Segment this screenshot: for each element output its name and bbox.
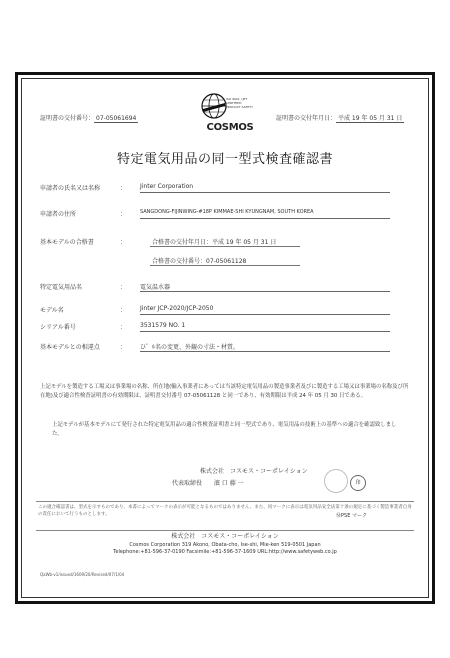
- field-underline: [140, 291, 390, 292]
- field-underline: [140, 314, 390, 315]
- footer-contact: Telephone:+81-596-37-0190 Facsimile:+81-596-37-1609 URL:http://www.safetyweb.co.jp: [113, 549, 337, 555]
- cosmos-logo: [200, 92, 260, 138]
- footer-company-name: 株式会社 コスモス・コーポレイション: [171, 533, 279, 540]
- colon: ：: [120, 307, 127, 314]
- colon: ：: [120, 284, 127, 291]
- footer-address: Cosmos Corporation 319 Akono, Obata-cho, Ise-shi, Mie-ken 519-0501 Japan: [129, 542, 321, 548]
- applicant-name-value: Jinter Corporation: [140, 183, 194, 190]
- certificate-date-value: 平成 19 年 05 月 31 日: [338, 115, 403, 122]
- field-underline: [140, 218, 390, 219]
- company-stamp: [324, 469, 348, 493]
- field-underline: [140, 331, 390, 332]
- base-model-label: 基本モデルの合格書: [40, 239, 94, 246]
- address-label: 申請者の住所: [40, 211, 77, 218]
- applicant-name-label: 申請者の氏名又は名称: [40, 185, 101, 192]
- colon: ：: [120, 239, 127, 246]
- field-underline: [150, 265, 300, 266]
- document-code: QaWb-v1/issued/1609/20/Revised/07/1/04: [40, 572, 125, 577]
- certificate-date: [276, 113, 404, 122]
- logo-wordmark: COSMOS: [206, 122, 254, 133]
- certificate-date-label: 証明書の交付年月日：: [276, 115, 337, 122]
- colon: ：: [120, 185, 127, 192]
- field-underline: [150, 246, 300, 247]
- divider: [36, 530, 414, 531]
- product-label: 特定電気用品名: [40, 284, 83, 291]
- colon: ：: [120, 344, 127, 351]
- body-paragraph-factory: 上記モデルを製造する工場又は事業場の名称、所在地(輸入事業者にあっては当該特定電気用品の製造事業者及びに製造する工場又は事業場の名称及び所在地)及び適合性検査証明書の有効期限は、証明書交付番号 07-05061128 と同一であり、有効期限は平成 24 年 05 月 30 日である。: [40, 384, 409, 399]
- differences-value: ひ゜ﾙ名の変更、外観の寸法・材質。: [140, 344, 240, 351]
- product-value: 電気温水器: [140, 284, 171, 291]
- certificate-number-label: 証明書の交付番号：: [40, 115, 95, 122]
- certificate-number-value: 07-05061694: [96, 115, 137, 122]
- model-value: Jinter JCP-2020/JCP-2050: [140, 305, 214, 312]
- globe-icon: [200, 92, 228, 120]
- issuer-company: 株式会社 コスモス・コーポレイション: [200, 468, 308, 475]
- certificate-number: [40, 113, 138, 122]
- serial-value: 3531579 NO. 1: [140, 322, 186, 329]
- colon: ：: [120, 324, 127, 331]
- document-title: 特定電気用品の同一型式検査確認書: [116, 152, 333, 167]
- body-paragraph-confirmation: 上記モデルが基本モデルにて発行された特定電気用品の適合性検査証明書と同一型式であり、電気用品の技術上の基準への適合を確認致しました。: [52, 422, 397, 437]
- address-value: SANGDONG-FIJINWING-#18P KIMMAE-SHI KYUNGNAM, SOUTH KOREA: [140, 209, 314, 215]
- field-underline: [140, 192, 390, 193]
- base-model-issue-number: 合格書の交付番号：07-05061128: [152, 258, 247, 265]
- model-label: モデル名: [40, 307, 64, 314]
- pse-mark-note: ⓂPSE マーク: [336, 513, 367, 519]
- personal-seal: 印: [350, 475, 366, 491]
- notes-text: この適合確認書は、型式を示すものであり、本書によってマークの表示が可能となるものではありません。また、同マークに表示は電気用品安全法第十条の規定に基づく製造事業者自身の責任において行うものとします。: [38, 505, 412, 517]
- issuer-representative: 代表取締役 濱 口 藤 一: [172, 480, 244, 487]
- logo-tagline: ISO 9001 / JET CERTIFIED PRODUCT SAFETY: [226, 97, 253, 109]
- differences-label: 基本モデルとの相違点: [40, 344, 100, 351]
- base-model-issue-date: 合格書の交付年月日：平成 19 年 05 月 31 日: [152, 239, 277, 246]
- field-underline: [140, 351, 390, 352]
- serial-label: シリアル番号: [40, 324, 76, 331]
- colon: ：: [120, 211, 127, 218]
- divider: [36, 501, 414, 502]
